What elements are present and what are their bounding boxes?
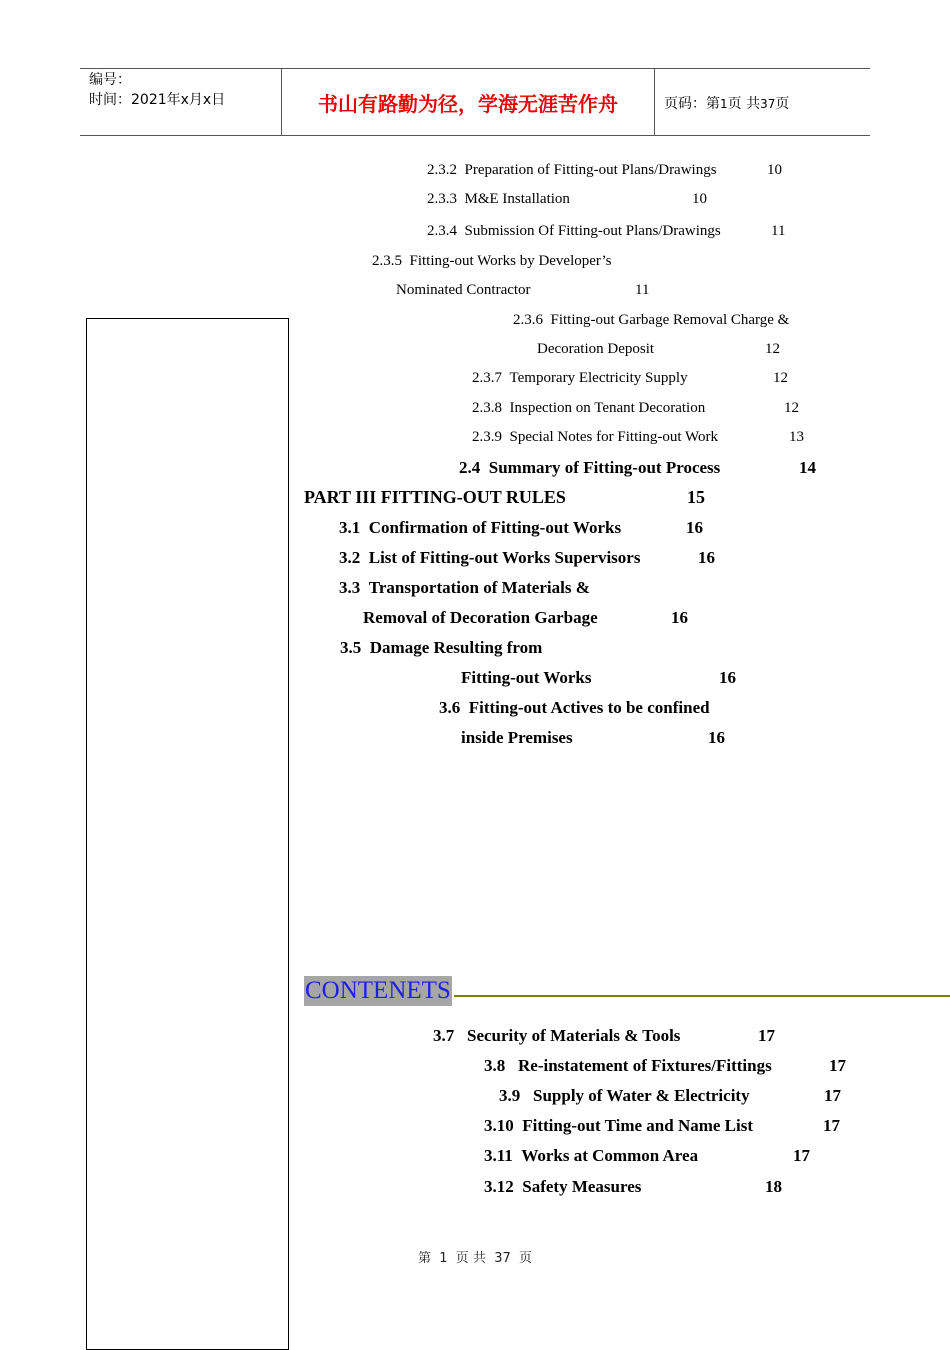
toc-page-3-11: 17	[793, 1146, 810, 1165]
footer-page-number: 1	[439, 1251, 448, 1266]
toc-number: 3.12	[484, 1177, 514, 1196]
toc-entry-3-1	[339, 518, 621, 538]
toc-number: 3.1	[339, 518, 361, 537]
toc-title: Fitting-out Time and Name List	[522, 1116, 754, 1135]
toc-title: List of Fitting-out Works Supervisors	[368, 548, 641, 567]
toc-entry-3-10	[484, 1116, 753, 1136]
toc-entry-3-11	[484, 1146, 698, 1166]
toc-page-3-2: 16	[698, 548, 715, 567]
toc-page-3-3: 16	[671, 608, 688, 627]
toc-number: 2.3.5	[372, 253, 402, 269]
left-frame-box	[86, 318, 289, 1350]
toc-page-2-3-7: 12	[773, 370, 788, 386]
toc-title: Inspection on Tenant Decoration	[509, 400, 706, 416]
toc-part-3-heading: PART III FITTING-OUT RULES	[304, 487, 566, 507]
toc-page-2-3-2: 10	[767, 162, 782, 178]
toc-number: 3.2	[339, 548, 361, 567]
toc-page-3-5: 16	[719, 668, 736, 687]
toc-entry-3-8	[484, 1056, 772, 1076]
toc-page-3-6: 16	[708, 728, 725, 747]
toc-title: Safety Measures	[522, 1177, 642, 1196]
header-page-number: 1	[720, 97, 728, 111]
toc-number: 3.9	[499, 1086, 521, 1105]
toc-entry-3-9	[499, 1086, 750, 1106]
toc-entry-2-3-5-cont: Nominated Contractor	[396, 282, 531, 298]
toc-entry-3-2	[339, 548, 640, 568]
toc-title: Supply of Water & Electricity	[533, 1086, 750, 1105]
toc-entry-3-3-cont: Removal of Decoration Garbage	[363, 608, 598, 627]
header-top-rule	[80, 68, 870, 69]
toc-number: 2.3.8	[472, 400, 502, 416]
toc-page-2-3-5: 11	[635, 282, 650, 298]
toc-page-3-9: 17	[824, 1086, 841, 1105]
toc-number: 3.6	[439, 698, 461, 717]
toc-page-2-3-4: 11	[771, 223, 786, 239]
toc-title: Confirmation of Fitting-out Works	[368, 518, 622, 537]
toc-page-part-3: 15	[687, 487, 705, 507]
header-date: 时间：2021年x月x日	[89, 92, 226, 108]
toc-entry-3-5-cont: Fitting-out Works	[461, 668, 592, 687]
toc-title: Re-instatement of Fixtures/Fittings	[518, 1056, 772, 1075]
toc-entry-3-5	[340, 638, 542, 658]
toc-page-2-3-9: 13	[789, 429, 804, 445]
toc-number: 2.3.4	[427, 223, 457, 239]
toc-title: Works at Common Area	[521, 1146, 699, 1165]
toc-entry-2-3-9	[472, 429, 718, 446]
toc-number: 3.10	[484, 1116, 514, 1135]
header-page-mid: 页 共	[727, 96, 761, 112]
header-divider-right	[654, 68, 655, 136]
footer-mid: 页 共	[455, 1251, 486, 1266]
toc-number: 3.5	[340, 638, 362, 657]
contents-heading-rule	[454, 995, 950, 997]
toc-title: Temporary Electricity Supply	[509, 370, 688, 386]
toc-entry-2-3-8	[472, 400, 705, 417]
toc-number: 2.3.9	[472, 429, 502, 445]
toc-page-2-4: 14	[799, 458, 816, 477]
toc-page-3-1: 16	[686, 518, 703, 537]
toc-title: Preparation of Fitting-out Plans/Drawings	[464, 162, 717, 178]
header-meta	[89, 70, 225, 110]
toc-number: 2.3.6	[513, 312, 543, 328]
header-page-prefix: 页码：第	[664, 96, 720, 112]
toc-entry-2-3-6-cont: Decoration Deposit	[537, 341, 655, 357]
page-footer	[0, 1247, 950, 1266]
header-page-info	[664, 93, 789, 113]
toc-page-3-7: 17	[758, 1026, 775, 1045]
toc-entry-3-7	[433, 1026, 680, 1046]
footer-prefix: 第	[417, 1251, 431, 1266]
toc-title: Submission Of Fitting-out Plans/Drawings	[464, 223, 721, 239]
toc-entry-2-3-3	[427, 191, 570, 208]
toc-page-3-12: 18	[765, 1177, 782, 1196]
toc-entry-2-3-4	[427, 223, 721, 240]
toc-number: 3.3	[339, 578, 361, 597]
toc-number: 2.4	[459, 458, 481, 477]
toc-entry-2-3-2	[427, 162, 717, 179]
toc-entry-2-4	[459, 458, 720, 478]
toc-title: Summary of Fitting-out Process	[488, 458, 721, 477]
header-page-total: 37	[760, 97, 776, 111]
toc-number: 3.8	[484, 1056, 506, 1075]
toc-entry-3-3	[339, 578, 590, 598]
toc-title: Security of Materials & Tools	[467, 1026, 681, 1045]
toc-page-2-3-8: 12	[784, 400, 799, 416]
toc-title: Special Notes for Fitting-out Work	[509, 429, 718, 445]
toc-title: Fitting-out Actives to be confined	[468, 698, 710, 717]
toc-entry-2-3-7	[472, 370, 688, 387]
toc-page-2-3-6: 12	[765, 341, 780, 357]
footer-suffix: 页	[519, 1251, 533, 1266]
toc-number: 2.3.7	[472, 370, 502, 386]
toc-page-3-8: 17	[829, 1056, 846, 1075]
header-bottom-rule	[80, 135, 870, 136]
toc-title: Transportation of Materials &	[368, 578, 590, 597]
toc-title: Damage Resulting from	[369, 638, 543, 657]
toc-number: 2.3.3	[427, 191, 457, 207]
toc-title: Fitting-out Works by Developer’s	[409, 253, 612, 269]
toc-number: 3.7	[433, 1026, 455, 1045]
header-page-suffix: 页	[775, 96, 790, 112]
contents-heading: CONTENETS	[305, 977, 451, 1004]
toc-page-3-10: 17	[823, 1116, 840, 1135]
toc-title: M&E Installation	[464, 191, 570, 207]
toc-entry-3-6-cont: inside Premises	[461, 728, 573, 747]
header-serial: 编号：	[89, 72, 131, 88]
toc-title: Fitting-out Garbage Removal Charge &	[550, 312, 790, 328]
toc-number: 3.11	[484, 1146, 513, 1165]
footer-total: 37	[494, 1251, 511, 1266]
toc-number: 2.3.2	[427, 162, 457, 178]
toc-entry-2-3-6	[513, 312, 789, 329]
header-motto: 书山有路勤为径，学海无涯苦作舟	[318, 92, 618, 116]
toc-entry-2-3-5	[372, 253, 611, 270]
toc-entry-3-12	[484, 1177, 641, 1197]
toc-entry-3-6	[439, 698, 710, 718]
toc-page-2-3-3: 10	[692, 191, 707, 207]
